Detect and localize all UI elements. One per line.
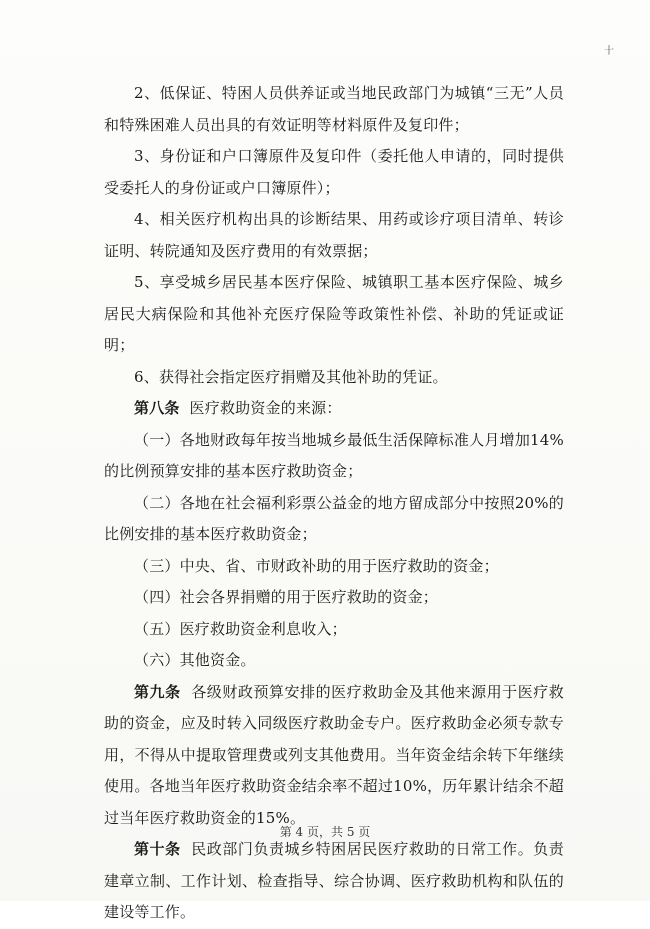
fund-source-3: （三）中央、省、市财政补助的用于医疗救助的资金； (134, 556, 499, 575)
document-body (104, 78, 564, 929)
article-9-heading: 第九条 (134, 682, 181, 701)
list-item-5: 5、享受城乡居民基本医疗保险、城镇职工基本医疗保险、城乡居民大病保险和其他补充医疗保险等政策性补偿、补助的凭证或证明； (104, 273, 564, 354)
fund-source-5: （五）医疗救助资金利息收入； (134, 619, 347, 638)
article-9 (104, 677, 564, 835)
article-8-heading-line (104, 393, 564, 425)
article-8-heading: 第八条 (134, 399, 180, 417)
list-item-3: 3、身份证和户口簿原件及复印件（委托他人申请的，同时提供受委托人的身份证或户口簿原件）； (104, 147, 564, 197)
article-10 (104, 834, 564, 929)
fund-source-4: （四）社会各界捐赠的用于医疗救助的资金； (134, 588, 439, 606)
article-8-intro: 医疗救助资金的来源： (189, 399, 342, 417)
list-item-6: 6、获得社会指定医疗捐赠及其他补助的凭证。 (134, 367, 448, 386)
page-footer: 第 4 页，共 5 页 (279, 825, 371, 839)
article-9-text: 各级财政预算安排的医疗救助金及其他来源用于医疗救助的资金，应及时转入同级医疗救助金专户。医疗救助金必须专款专用，不得从中提取管理费或列支其他费用。当年资金结余转下年继续使用。各地当年医疗救助资金结余率不超过10%，历年累计结余不超过当年医疗救助资金的15%。 (104, 682, 564, 827)
article-10-text: 民政部门负责城乡特困居民医疗救助的日常工作。负责建章立制、工作计划、检查指导、综合协调、医疗救助机构和队伍的建设等工作。 (104, 840, 564, 921)
fund-source-6: （六）其他资金。 (134, 651, 256, 669)
list-item-2: 2、低保证、特困人员供养证或当地民政部门为城镇“三无”人员和特殊困难人员出具的有效证明等材料原件及复印件； (104, 84, 564, 134)
fund-source-2: （二）各地在社会福利彩票公益金的地方留成部分中按照20%的比例安排的基本医疗救助资金； (104, 493, 564, 543)
article-10-heading: 第十条 (134, 840, 181, 858)
fund-source-1: （一）各地财政每年按当地城乡最低生活保障标准人月增加14%的比例预算安排的基本医疗救助资金； (104, 430, 564, 480)
list-item-4: 4、相关医疗机构出具的诊断结果、用药或诊疗项目清单、转诊证明、转院通知及医疗费用的有效票据； (104, 210, 564, 260)
margin-mark: 十 (604, 46, 614, 57)
